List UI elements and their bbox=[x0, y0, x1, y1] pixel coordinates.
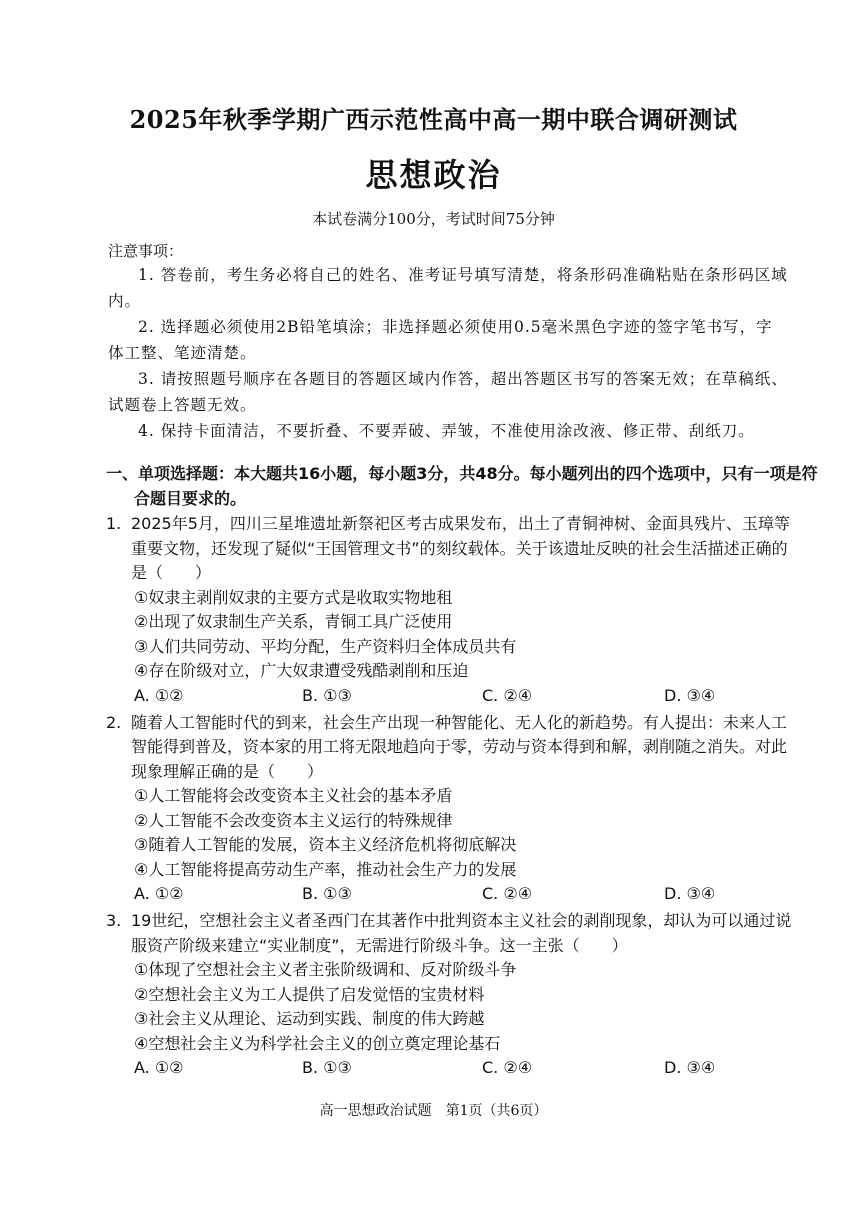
question-number: 2. bbox=[106, 712, 122, 732]
choice-a: A. ①② bbox=[134, 884, 184, 903]
notice-title: 注意事项： bbox=[108, 242, 184, 260]
choice-a: A. ①② bbox=[134, 1058, 184, 1077]
question-list bbox=[106, 512, 796, 1083]
choice-b: B. ①③ bbox=[302, 884, 352, 903]
choice-b: B. ①③ bbox=[302, 1058, 352, 1077]
answer-choices bbox=[134, 882, 796, 907]
question-stem bbox=[106, 711, 796, 785]
statement-option: ③社会主义从理论、运动到实践、制度的伟大跨越 bbox=[134, 1009, 485, 1028]
statement-option: ②出现了奴隶制生产关系，青铜工具广泛使用 bbox=[134, 612, 453, 631]
question-stem bbox=[106, 512, 796, 586]
statement-option: ④人工智能将提高劳动生产率，推动社会生产力的发展 bbox=[134, 859, 517, 879]
statement-option: ③人们共同劳动、平均分配，生产资料归全体成员共有 bbox=[134, 636, 517, 656]
choice-a: A. ①② bbox=[134, 685, 184, 705]
choice-c: C. ②④ bbox=[482, 685, 533, 705]
question-number: 3. bbox=[106, 911, 122, 930]
question-number: 1. bbox=[106, 514, 122, 533]
question-1 bbox=[106, 512, 796, 709]
question-stem bbox=[106, 909, 796, 958]
notice-item: 2. 选择题必须使用2B铅笔填涂；非选择题必须使用0.5毫米黑色字迹的签字笔书写，字体工整、笔迹清楚。 bbox=[108, 318, 773, 362]
choice-c: C. ②④ bbox=[482, 884, 533, 903]
question-text: 19世纪，空想社会主义者圣西门在其著作中批判资本主义社会的剥削现象，却认为可以通过说服资产阶级来建立“实业制度”，无需进行阶级斗争。这一主张（ ） bbox=[131, 911, 792, 955]
page-footer: 高一思想政治试题 第1页（共6页） bbox=[319, 1103, 548, 1119]
choice-d: D. ③④ bbox=[664, 1058, 716, 1077]
statement-option: ①人工智能将会改变资本主义社会的基本矛盾 bbox=[134, 786, 453, 805]
section-heading: 一、单项选择题：本大题共16小题，每小题3分，共48分。每小题列出的四个选项中，只有一项是符合题目要求的。 bbox=[106, 464, 818, 508]
choice-d: D. ③④ bbox=[664, 685, 716, 705]
statement-option: ②空想社会主义为工人提供了启发觉悟的宝贵材料 bbox=[134, 984, 485, 1004]
statement-option: ③随着人工智能的发展，资本主义经济危机将彻底解决 bbox=[134, 835, 517, 854]
notice-list bbox=[108, 262, 788, 444]
choice-d: D. ③④ bbox=[664, 884, 716, 903]
question-text: 2025年5月，四川三星堆遗址新祭祀区考古成果发布，出土了青铜神树、金面具残片、玉璋等重要文物，还发现了疑似“王国管理文书”的刻纹载体。关于该遗址反映的社会生活描述正确的是（ ） bbox=[131, 514, 790, 582]
notice-item: 4. 保持卡面清洁，不要折叠、不要弄破、弄皱，不准使用涂改液、修正带、刮纸刀。 bbox=[138, 422, 755, 440]
choice-c: C. ②④ bbox=[482, 1058, 533, 1077]
statement-option: ②人工智能不会改变资本主义运行的特殊规律 bbox=[134, 810, 453, 830]
question-3 bbox=[106, 909, 796, 1081]
answer-choices bbox=[134, 684, 796, 709]
statement-option: ①体现了空想社会主义者主张阶级调和、反对阶级斗争 bbox=[134, 960, 517, 979]
choice-b: B. ①③ bbox=[302, 685, 352, 705]
subject-title: 思想政治 bbox=[365, 156, 502, 194]
statement-option: ①奴隶主剥削奴隶的主要方式是收取实物地租 bbox=[134, 587, 453, 607]
statement-option: ④空想社会主义为科学社会主义的创立奠定理论基石 bbox=[134, 1033, 501, 1053]
question-2 bbox=[106, 711, 796, 908]
question-text: 随着人工智能时代的到来，社会生产出现一种智能化、无人化的新趋势。有人提出：未来人工智能得到普及，资本家的用工将无限地趋向于零，劳动与资本得到和解，剥削随之消失。对此现象理解正确的是（ ） bbox=[131, 712, 788, 781]
notice-item: 1. 答卷前，考生务必将自己的姓名、准考证号填写清楚，将条形码准确粘贴在条形码区域内。 bbox=[108, 266, 788, 310]
answer-choices bbox=[134, 1056, 796, 1081]
exam-title: 2025年秋季学期广西示范性高中高一期中联合调研测试 bbox=[129, 105, 738, 134]
exam-meta: 本试卷满分100分，考试时间75分钟 bbox=[312, 210, 555, 228]
statement-option: ④存在阶级对立，广大奴隶遭受残酷剥削和压迫 bbox=[134, 661, 469, 680]
notice-item: 3. 请按照题号顺序在各题目的答题区域内作答，超出答题区书写的答案无效；在草稿纸、试题卷上答题无效。 bbox=[108, 370, 788, 414]
